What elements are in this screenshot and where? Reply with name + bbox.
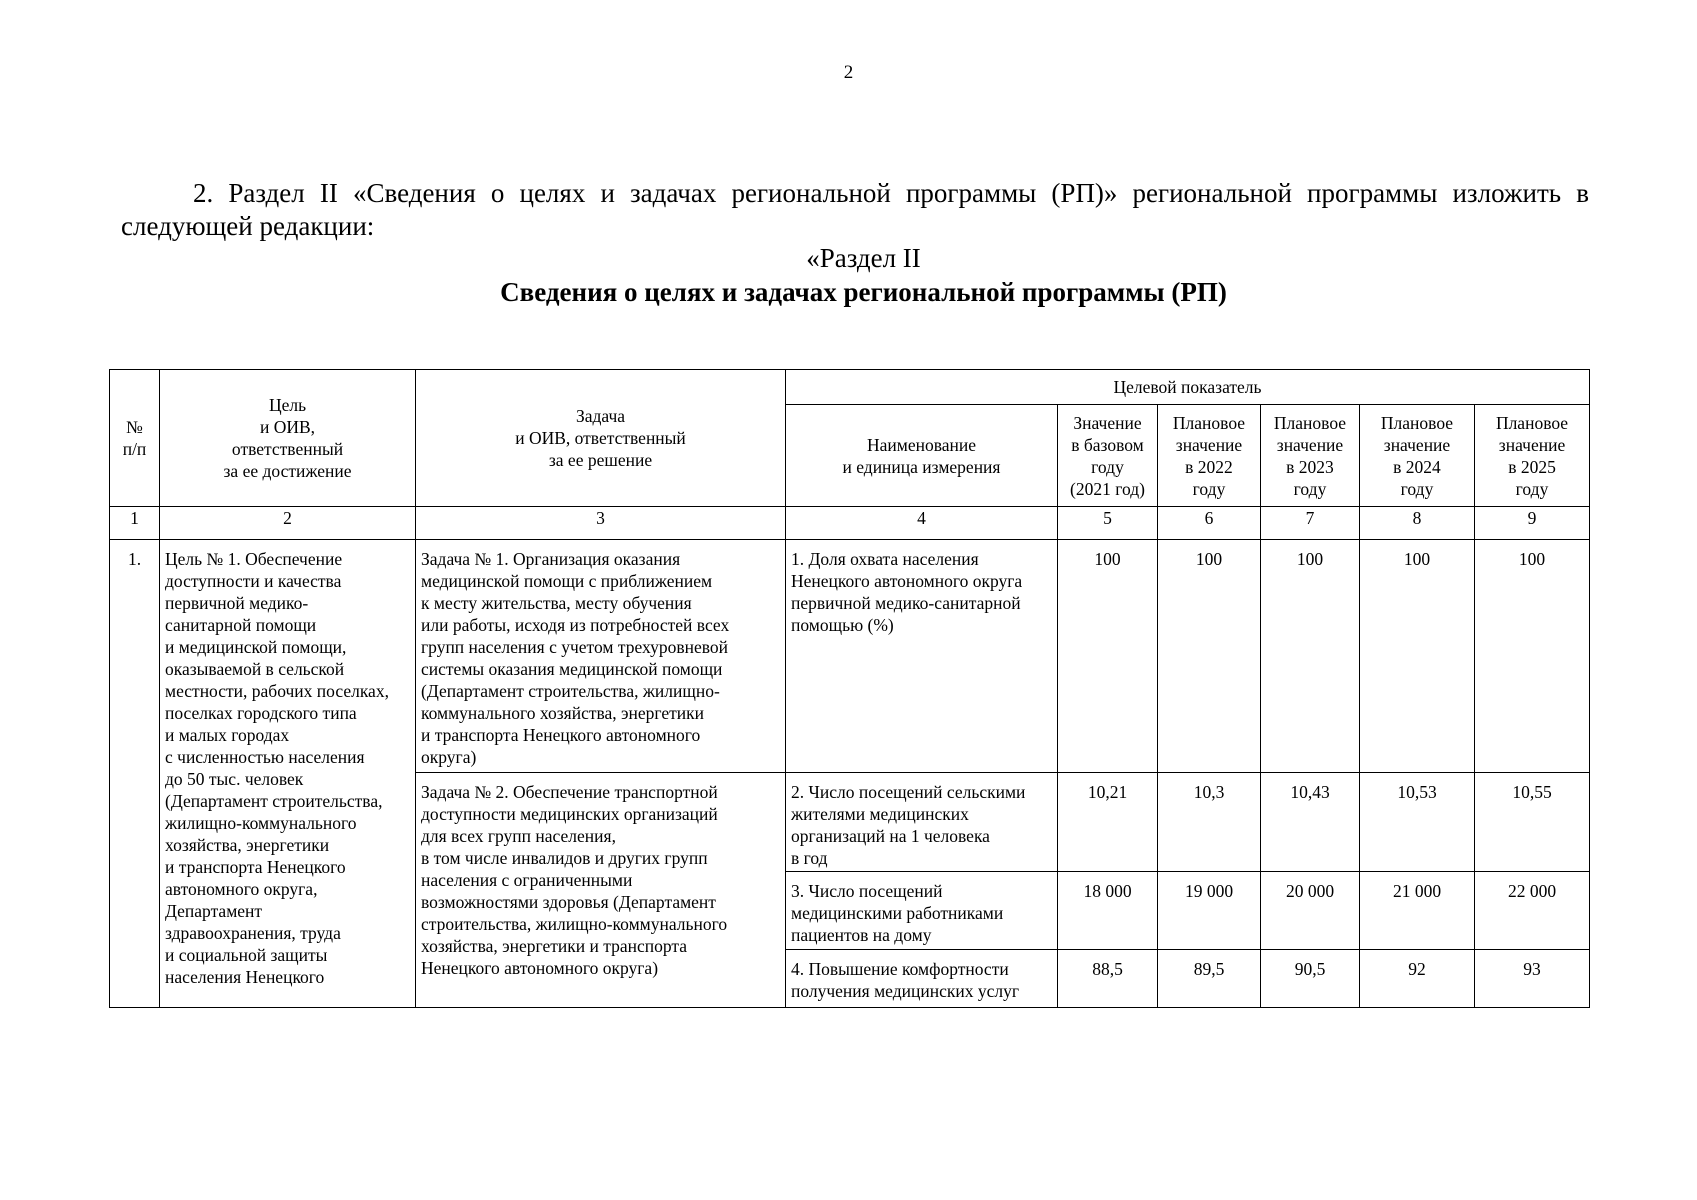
indicator-name: 4. Повышение комфортности получения медицинских услуг xyxy=(786,950,1058,1008)
indicator-name: 2. Число посещений сельскими жителями медицинских организаций на 1 человека в год xyxy=(786,773,1058,872)
column-number: 2 xyxy=(160,507,416,540)
indicator-plan-2022: 19 000 xyxy=(1158,872,1261,950)
column-number: 1 xyxy=(110,507,160,540)
header-base-value: Значение в базовом году (2021 год) xyxy=(1058,405,1158,507)
header-goal: Цель и ОИВ, ответственный за ее достижение xyxy=(160,370,416,507)
header-indicator-name: Наименование и единица измерения xyxy=(786,405,1058,507)
indicator-base-value: 100 xyxy=(1058,540,1158,773)
header-row-1 xyxy=(110,370,1590,405)
column-number: 8 xyxy=(1360,507,1475,540)
indicator-plan-2022: 89,5 xyxy=(1158,950,1261,1008)
indicator-plan-2023: 20 000 xyxy=(1261,872,1360,950)
column-number: 9 xyxy=(1475,507,1590,540)
section-title: Сведения о целях и задачах региональной программы (РП) xyxy=(500,277,1227,307)
row-number: 1. xyxy=(110,540,160,1008)
indicator-base-value: 10,21 xyxy=(1058,773,1158,872)
indicator-plan-2023: 100 xyxy=(1261,540,1360,773)
goal-text: Цель № 1. Обеспечение доступности и качества первичной медико- санитарной помощи и медицинской помощи, оказываемой в сельской местности, рабочих поселках, поселках городского типа и малых городах с численностью населения до 50 тыс. человек (Департамент строительства, жилищно-коммунального хозяйства, энергетики и транспорта Ненецкого автономного округа, Департамент здравоохранения, труда и социальной защиты населения Ненецкого xyxy=(160,540,416,1008)
indicator-plan-2025: 10,55 xyxy=(1475,773,1590,872)
indicator-plan-2024: 21 000 xyxy=(1360,872,1475,950)
indicator-plan-2024: 100 xyxy=(1360,540,1475,773)
column-number: 6 xyxy=(1158,507,1261,540)
indicator-plan-2022: 100 xyxy=(1158,540,1261,773)
indicator-plan-2024: 10,53 xyxy=(1360,773,1475,872)
column-number: 4 xyxy=(786,507,1058,540)
task-1-text: Задача № 1. Организация оказания медицинской помощи с приближением к месту жительства, месту обучения или работы, исходя из потребностей всех групп населения с учетом трехуровневой системы оказания медицинской помощи (Департамент строительства, жилищно- коммунального хозяйства, энергетики и транспорта Ненецкого автономного округа) xyxy=(416,540,786,773)
indicator-plan-2022: 10,3 xyxy=(1158,773,1261,872)
header-plan-2023: Плановое значение в 2023 году xyxy=(1261,405,1360,507)
task-2-text: Задача № 2. Обеспечение транспортной доступности медицинских организаций для всех групп населения, в том числе инвалидов и других групп населения с ограниченными возможностями здоровья (Департамент строительства, жилищно-коммунального хозяйства, энергетики и транспорта Ненецкого автономного округа) xyxy=(416,773,786,1008)
header-num: № п/п xyxy=(110,370,160,507)
intro-paragraph: 2. Раздел II «Сведения о целях и задачах региональной программы (РП)» региональной программы изложить в следующей редакции: xyxy=(121,178,1589,241)
indicator-plan-2025: 100 xyxy=(1475,540,1590,773)
header-task: Задача и ОИВ, ответственный за ее решение xyxy=(416,370,786,507)
indicator-plan-2023: 90,5 xyxy=(1261,950,1360,1008)
header-indicator-group: Целевой показатель xyxy=(786,370,1590,405)
indicator-name: 1. Доля охвата населения Ненецкого автономного округа первичной медико-санитарной помощью (%) xyxy=(786,540,1058,773)
indicator-plan-2025: 93 xyxy=(1475,950,1590,1008)
column-number-row xyxy=(110,507,1590,540)
column-number: 3 xyxy=(416,507,786,540)
goals-table xyxy=(109,369,1590,1008)
indicator-name: 3. Число посещений медицинскими работниками пациентов на дому xyxy=(786,872,1058,950)
column-number: 5 xyxy=(1058,507,1158,540)
header-plan-2025: Плановое значение в 2025 году xyxy=(1475,405,1590,507)
header-plan-2022: Плановое значение в 2022 году xyxy=(1158,405,1261,507)
indicator-base-value: 18 000 xyxy=(1058,872,1158,950)
section-label: «Раздел II xyxy=(806,243,921,273)
column-number: 7 xyxy=(1261,507,1360,540)
indicator-plan-2023: 10,43 xyxy=(1261,773,1360,872)
page-number: 2 xyxy=(843,62,854,83)
indicator-base-value: 88,5 xyxy=(1058,950,1158,1008)
indicator-plan-2025: 22 000 xyxy=(1475,872,1590,950)
header-plan-2024: Плановое значение в 2024 году xyxy=(1360,405,1475,507)
indicator-plan-2024: 92 xyxy=(1360,950,1475,1008)
table-row xyxy=(110,540,1590,773)
